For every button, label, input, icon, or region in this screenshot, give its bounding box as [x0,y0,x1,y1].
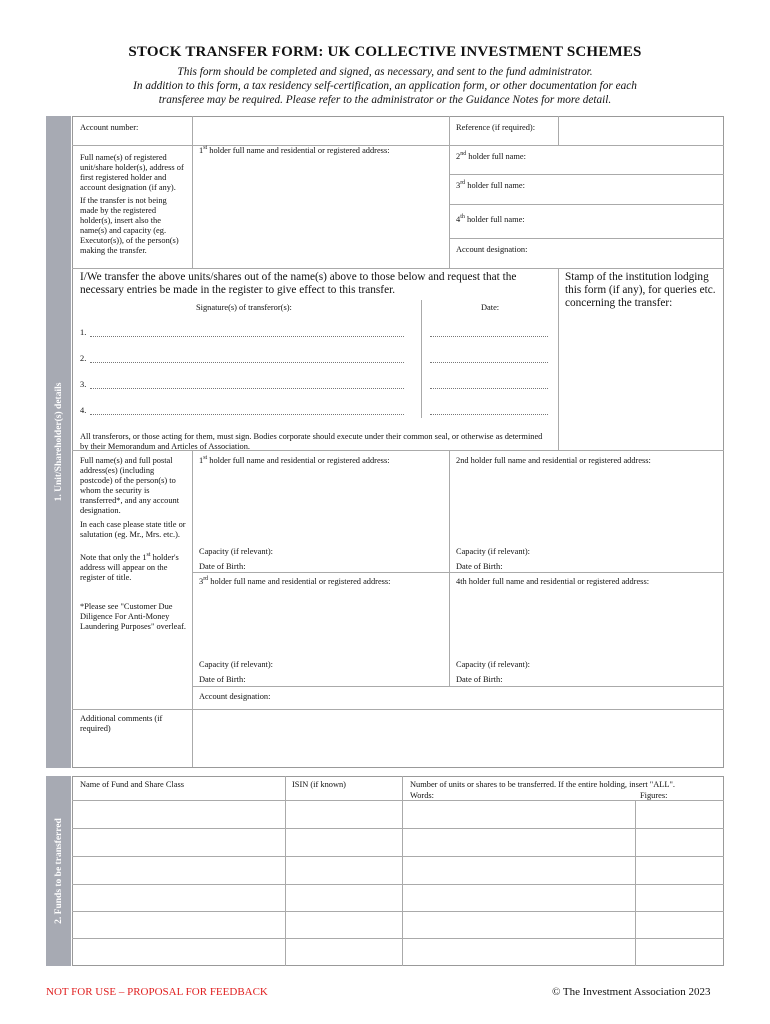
signature-row-3-number: 3. [80,380,87,389]
isin-header: ISIN (if known) [292,780,346,789]
transferee-holder3-dob: Date of Birth: [199,675,246,684]
holder2-label: 2nd holder full name: [456,151,526,161]
form-title: STOCK TRANSFER FORM: UK COLLECTIVE INVESTMENT SCHEMES [128,44,642,60]
date-line-1[interactable] [430,336,548,337]
transferee-help-text: Full name(s) and full postal address(es) (including postcode) of the person(s) to whom the security is transferred*, and any account designation. [80,456,180,515]
draft-notice: NOT FOR USE – PROPOSAL FOR FEEDBACK [46,986,268,998]
signature-row-2-number: 2. [80,354,87,363]
transferee-holder3-capacity: Capacity (if relevant): [199,660,273,669]
signing-note: All transferors, or those acting for them, must sign. Bodies corporate should execute under their common seal, or otherwise as determined by their Memorandum and Articles of Association. [80,432,543,451]
transferee-holder4-label: 4th holder full name and residential or registered address: [456,577,650,586]
transferee-holder3-label: 3rd holder full name and residential or registered address: [199,576,391,586]
signature-row-4-number: 4. [80,406,87,415]
form-instructions [60,65,710,107]
section1-sidebar [46,116,71,768]
date-line-2[interactable] [430,362,548,363]
signature-row-1-number: 1. [80,328,87,337]
words-header: Words: [410,791,434,800]
signature-line-3[interactable] [90,388,404,389]
date-line-4[interactable] [430,414,548,415]
section1-label: 1. Unit/Shareholder(s) details [53,382,64,502]
signature-line-1[interactable] [90,336,404,337]
additional-comments-field[interactable] [193,710,723,767]
address-note-text: Note that only the 1st holder's address will appear on the register of title. [80,552,179,582]
transferee-account-designation: Account designation: [199,692,271,701]
units-header: Number of units or shares to be transferred. If the entire holding, insert "ALL". [410,780,675,789]
figures-header: Figures: [640,791,668,800]
section2-label: 2. Funds to be transferred [53,818,64,924]
account-number-field[interactable] [193,117,448,144]
stamp-label: Stamp of the institution lodging this form (if any), for queries etc. concerning the transfer: [565,271,716,309]
signature-line-2[interactable] [90,362,404,363]
holder3-label: 3rd holder full name: [456,180,525,190]
transferee-holder1-capacity: Capacity (if relevant): [199,547,273,556]
transferee-holder4-dob: Date of Birth: [456,675,503,684]
holder1-field[interactable] [193,146,448,267]
account-number-label: Account number: [80,123,139,132]
holders-help-text: Full name(s) of registered unit/share holder(s), address of first registered holder and account designation (if any). [80,153,184,192]
transferee-holder2-capacity: Capacity (if relevant): [456,547,530,556]
salutation-help-text: In each case please state title or salutation (eg. Mr., Mrs. etc.). [80,520,186,539]
instructions-line-2: In addition to this form, a tax residency self-certification, an application form, or other documentation for each [133,80,637,92]
holder4-label: 4th holder full name: [456,214,525,224]
section2-sidebar [46,776,71,966]
instructions-line-3: transferee may be required. Please refer to the administrator or the Guidance Notes for more detail. [158,94,612,106]
reference-label: Reference (if required): [456,123,536,132]
capacity-help-text: If the transfer is not being made by the registered holder(s), insert also the name(s) and capacity (eg. Executor(s)), of the person(s) making the transfer. [80,196,179,255]
signatures-label: Signature(s) of transferor(s): [196,303,292,312]
aml-note-text: *Please see "Customer Due Diligence For Anti-Money Laundering Purposes" overleaf. [80,602,186,631]
transferee-holder1-label: 1st holder full name and residential or registered address: [199,455,390,465]
account-designation-label: Account designation: [456,245,528,254]
transferee-holder2-label: 2nd holder full name and residential or registered address: [456,456,651,465]
copyright-notice: © The Investment Association 2023 [552,986,711,998]
fund-name-header: Name of Fund and Share Class [80,780,184,789]
signature-line-4[interactable] [90,414,404,415]
stamp-area[interactable] [559,310,723,449]
date-label: Date: [481,303,500,312]
copyright-icon: © [552,986,561,998]
additional-comments-label: Additional comments (if required) [80,714,163,733]
transfer-statement: I/We transfer the above units/shares out of the name(s) above to those below and request that the necessary entries be made in the register to give effect to this transfer. [80,271,517,296]
date-line-3[interactable] [430,388,548,389]
holder1-label: 1st holder full name and residential or registered address: [199,145,390,155]
transferee-holder1-dob: Date of Birth: [199,562,246,571]
instructions-line-1: This form should be completed and signed, as necessary, and sent to the fund administrator. [177,66,593,78]
transferee-holder4-capacity: Capacity (if relevant): [456,660,530,669]
reference-field[interactable] [559,117,723,144]
transferee-holder2-dob: Date of Birth: [456,562,503,571]
